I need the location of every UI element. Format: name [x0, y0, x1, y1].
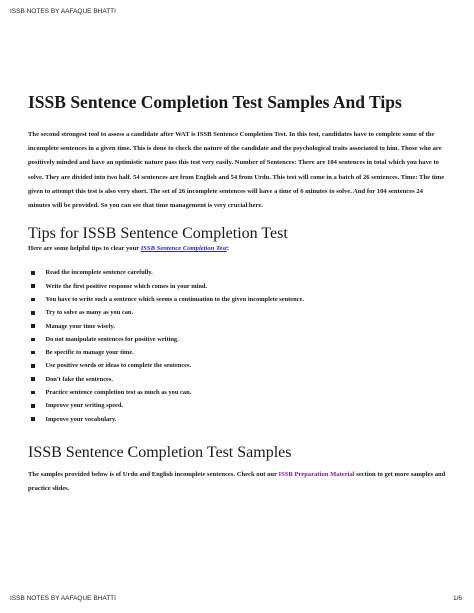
bullet-square-icon: [31, 377, 35, 381]
tip-text: Write the first positive response which comes in your mind.: [45, 282, 208, 290]
list-item: [28, 280, 448, 293]
list-item: [28, 266, 448, 279]
page-title: ISSB Sentence Completion Test Samples And Tips: [28, 92, 402, 112]
tip-text: Don't fake the sentences.: [45, 375, 113, 383]
bullet-square-icon: [31, 404, 35, 408]
list-item: [28, 319, 448, 332]
bullet-square-icon: [31, 417, 35, 421]
bullet-square-icon: [31, 324, 35, 328]
bullet-square-icon: [31, 338, 35, 342]
page-footer: [10, 595, 462, 602]
tip-text: Be specific to manage your time.: [45, 349, 134, 357]
bullet-square-icon: [31, 364, 35, 368]
samples-text-prefix: The samples provided below is of Urdu and English incomplete sentences. Check out our: [28, 470, 279, 478]
samples-paragraph: [28, 468, 446, 496]
article-content: [28, 92, 448, 496]
samples-heading: ISSB Sentence Completion Test Samples: [28, 443, 292, 461]
samples-text-suffix: section to get more samples and practice slides.: [28, 470, 446, 492]
list-item: [28, 293, 448, 306]
page-header: ISSB NOTES BY AAFAQUE BHATTI: [10, 8, 116, 15]
tips-intro-text: Here are some helpful tips to clear your: [28, 245, 141, 253]
tip-text: You have to write such a sentence which seems a continuation to the given incomplete sentence.: [45, 295, 304, 303]
list-item: [28, 359, 448, 372]
list-item: [28, 399, 448, 412]
bullet-square-icon: [31, 311, 35, 315]
tip-text: Improve your vocabulary.: [45, 415, 117, 423]
tip-text: Manage your time wisely.: [45, 322, 115, 330]
list-item: [28, 346, 448, 359]
bullet-square-icon: [31, 298, 35, 302]
tip-text: Read the incomplete sentence carefully.: [45, 269, 153, 277]
bullet-square-icon: [31, 351, 35, 355]
footer-label: ISSB NOTES BY AAFAQUE BHATTI: [10, 595, 116, 602]
tips-list: [28, 266, 448, 426]
tips-intro-suffix: :: [226, 245, 229, 253]
preparation-material-link[interactable]: ISSB Preparation Material: [278, 470, 355, 478]
list-item: [28, 306, 448, 319]
tips-heading: Tips for ISSB Sentence Completion Test: [28, 225, 288, 243]
tip-text: Practice sentence completion test as much as you can.: [45, 389, 192, 397]
bullet-square-icon: [31, 391, 35, 395]
list-item: [28, 386, 448, 399]
tip-text: Try to solve as many as you can.: [45, 309, 134, 317]
list-item: [28, 373, 448, 386]
tip-text: Use positive words or ideas to complete the sentences.: [45, 362, 192, 370]
tip-text: Improve your writing speed.: [45, 402, 124, 410]
tips-intro: [28, 244, 448, 254]
bullet-square-icon: [31, 284, 35, 288]
list-item: [28, 412, 448, 425]
page-number: 1/6: [452, 595, 462, 602]
tip-text: Do not manipulate sentences for positive writing.: [45, 335, 179, 343]
sentence-completion-test-link[interactable]: ISSB Sentence Completion Test: [140, 245, 227, 253]
intro-paragraph: The second strongest tool to assess a candidate after WAT is ISSB Sentence Completion Test. In this test, candidates have to complete some of the incomplete sentences in a given time. This is done to check the nature of the candidate and the psychological traits associated to him. Those who are positively minded and have an optimistic nature pass this test very easily. Number of Sentences: There are 104 sentences in total which you have to solve. They are divided into two half. 54 sentences are from English and 54 from Urdu. This test will come in a batch of 26 sentences. Time: The time given to attempt this test is also very short. The set of 26 incomplete sentences will have a time of 6 minutes to solve. And for 104 sentences 24 minutes will be provided. So you can see that time management is very crucial here.: [28, 131, 445, 210]
bullet-square-icon: [31, 271, 35, 275]
list-item: [28, 333, 448, 346]
